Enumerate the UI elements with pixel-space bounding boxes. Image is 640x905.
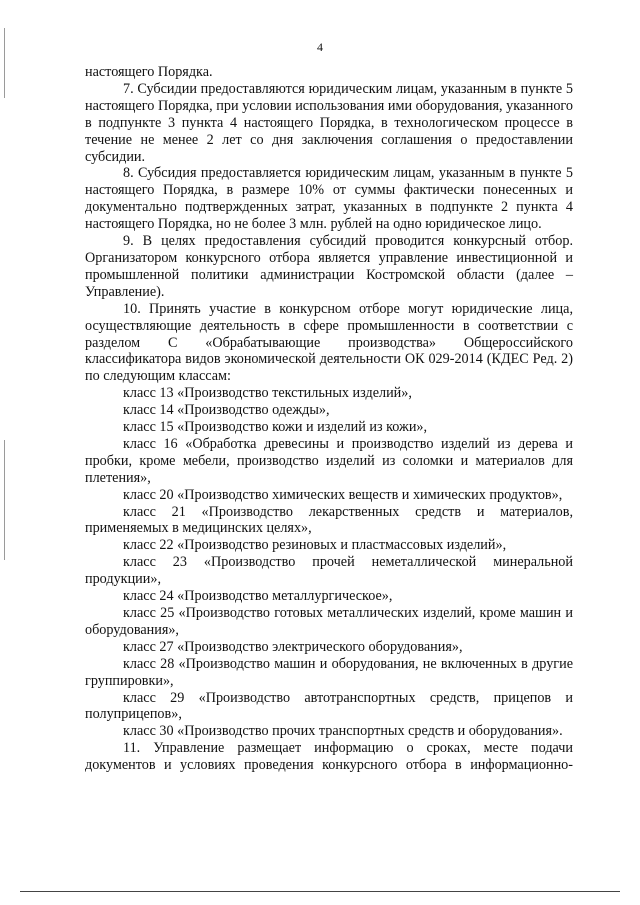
paragraph-9: 9. В целях предоставления субсидий проводится конкурсный отбор. Организатором конкурсного отбора является управление инвестиционной и промышленной политики администрации Костромской области (далее – Управление). [85,233,573,300]
document-body [85,64,573,774]
class-item-20: класс 20 «Производство химических веществ и химических продуктов», [123,486,563,503]
page-bottom-rule [20,891,620,892]
class-item-24: класс 24 «Производство металлургическое», [123,588,393,605]
class-item-22: класс 22 «Производство резиновых и пластмассовых изделий», [123,537,507,554]
class-item-13: класс 13 «Производство текстильных изделий», [123,385,412,402]
scan-edge-mark [4,28,5,98]
paragraph-7: 7. Субсидии предоставляются юридическим лицам, указанным в пункте 5 настоящего Порядка, при условии использования ими оборудования, указанного в подпункте 3 пункта 4 настоящего Порядка, в технологическом процессе в течение не менее 2 лет со дня заключения соглашения о предоставлении субсидии. [85,80,573,165]
paragraph-10: 10. Принять участие в конкурсном отборе могут юридические лица, осуществляющие деятельность в сфере промышленности в соответствии с разделом С «Обрабатывающие производства» Общероссийского классификатора видов экономической деятельности ОК 029-2014 (КДЕС Ред. 2) по следующим классам: [85,300,573,385]
class-item-21: класс 21 «Производство лекарственных средств и материалов, применяемых в медицинских целях», [85,503,573,537]
class-item-15: класс 15 «Производство кожи и изделий из кожи», [123,419,428,436]
class-item-14: класс 14 «Производство одежды», [123,402,330,419]
page-number: 4 [317,40,323,54]
class-item-29: класс 29 «Производство автотранспортных средств, прицепов и полуприцепов», [85,689,573,723]
class-item-28: класс 28 «Производство машин и оборудования, не включенных в другие группировки», [85,655,573,689]
class-item-23: класс 23 «Производство прочей неметаллической минеральной продукции», [85,554,573,588]
scan-edge-mark [4,440,5,560]
paragraph-11: 11. Управление размещает информацию о сроках, месте подачи документов и условиях проведения конкурсного отбора в информационно- [85,740,573,774]
class-item-30: класс 30 «Производство прочих транспортных средств и оборудования». [123,723,563,740]
paragraph-continuation: настоящего Порядка. [85,64,213,80]
class-item-27: класс 27 «Производство электрического оборудования», [123,638,463,655]
paragraph-8: 8. Субсидия предоставляется юридическим лицам, указанным в пункте 5 настоящего Порядка, в размере 10% от суммы фактически понесенных и документально подтвержденных затрат, указанных в подпункте 2 пункта 4 настоящего Порядка, но не более 3 млн. рублей на одно юридическое лицо. [85,165,573,233]
class-item-16: класс 16 «Обработка древесины и производство изделий из дерева и пробки, кроме мебели, производство изделий из соломки и материалов для плетения», [85,435,573,486]
class-item-25: класс 25 «Производство готовых металлических изделий, кроме машин и оборудования», [85,605,573,638]
